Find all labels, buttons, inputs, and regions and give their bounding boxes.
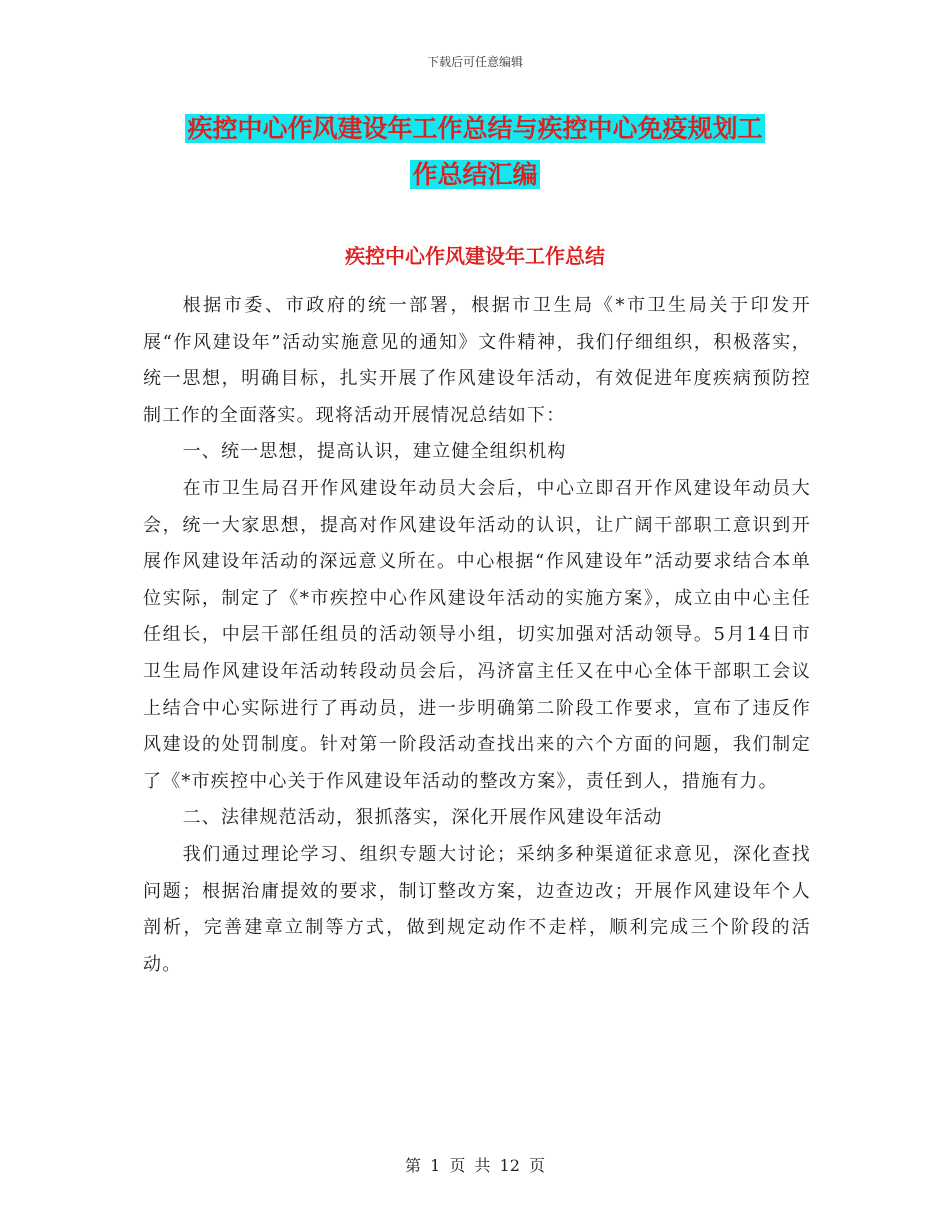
page-footer-indicator: 第 1 页 共 12 页 (405, 1156, 545, 1175)
document-title-line-1 (0, 106, 950, 152)
document-body (143, 288, 811, 983)
heading-section-1: 一、统一思想，提高认识，建立健全组织机构 (182, 441, 567, 463)
heading-section-2: 二、法律规范活动，狠抓落实，深化开展作风建设年活动 (182, 807, 663, 829)
paragraph-section-1: 在市卫生局召开作风建设年动员大会后，中心立即召开作风建设年动员大会，统一大家思想，提高对作风建设年活动的认识，让广阔干部职工意识到开展作风建设年活动的深远意义所在。中心根据“作风建设年”活动要求结合本单位实际，制定了《*市疾控中心作风建设年活动的实施方案》，成立由中心主任任组长，中层干部任组员的活动领导小组，切实加强对活动领导。5月14日市卫生局作风建设年活动转段动员会后，冯济富主任又在中心全体干部职工会议上结合中心实际进行了再动员，进一步明确第二阶段工作要求，宣布了违反作风建设的处罚制度。针对第一阶段活动查找出来的六个方面的问题，我们制定了《*市疾控中心关于作风建设年活动的整改方案》，责任到人，措施有力。 (143, 477, 811, 792)
document-title-text-2: 作总结汇编 (412, 160, 538, 189)
paragraph-intro: 根据市委、市政府的统一部署，根据市卫生局《*市卫生局关于印发开展“作风建设年”活动实施意见的通知》文件精神，我们仔细组织，积极落实，统一思想，明确目标，扎实开展了作风建设年活动，有效促进年度疾病预防控制工作的全面落实。现将活动开展情况总结如下： (143, 295, 811, 426)
paragraph-section-2: 我们通过理论学习、组织专题大讨论；采纳多种渠道征求意见，深化查找问题；根据治庸提效的要求，制订整改方案，边查边改；开展作风建设年个人剖析，完善建章立制等方式，做到规定动作不走样，顺利完成三个阶段的活动。 (143, 843, 811, 975)
section-title: 疾控中心作风建设年工作总结 (345, 244, 605, 268)
document-title-line-2 (0, 152, 950, 198)
document-title-text-1: 疾控中心作风建设年工作总结与疾控中心免疫规划工 (187, 114, 763, 143)
page-header-note: 下载后可任意编辑 (426, 55, 523, 69)
